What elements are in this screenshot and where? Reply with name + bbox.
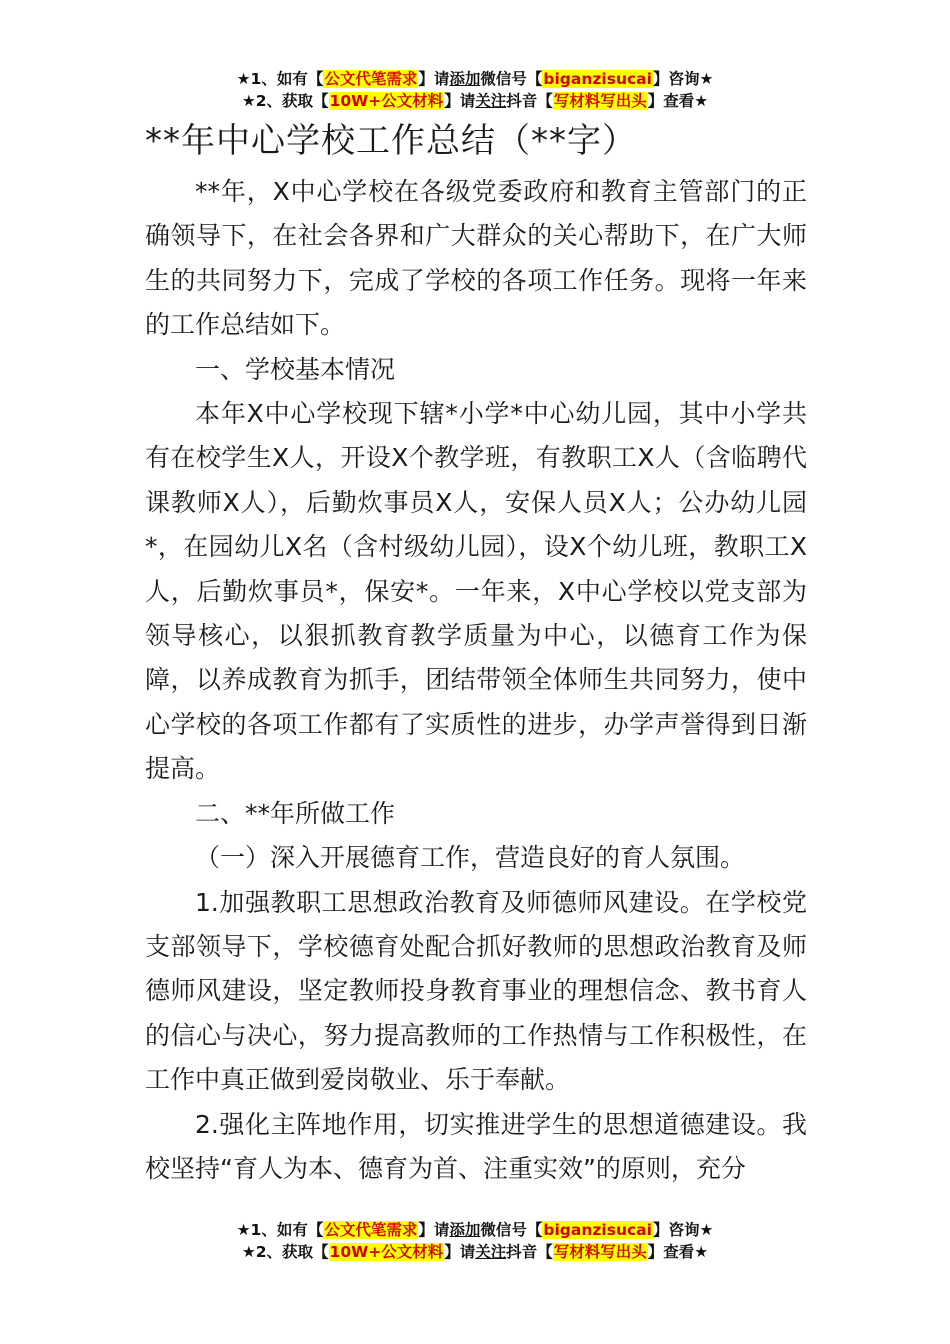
promo-text: 】请 [418, 1221, 450, 1239]
promo-highlight-wechat-id: biganzisucai [543, 70, 652, 88]
promo-line-2 [0, 90, 950, 112]
promo-underlined: 添加 [449, 70, 481, 88]
promo-text: 】查看★ [647, 92, 709, 110]
promo-text: 抖音【 [506, 92, 553, 110]
promo-text: ★1、如有【 [236, 70, 324, 88]
promo-text: 】请 [418, 70, 450, 88]
promo-highlight-douyin: 写材料写出头 [553, 92, 647, 110]
paragraph-intro: **年，X中心学校在各级党委政府和教育主管部门的正确领导下，在社会各界和广大群众的关心帮助下，在广大师生的共同努力下，完成了学校的各项工作任务。现将一年来的工作总结如下。 [145, 177, 807, 340]
promo-highlight: 10W+公文材料 [329, 92, 444, 110]
promo-line-2 [0, 1241, 950, 1263]
promo-underlined: 添加 [449, 1221, 481, 1239]
promo-text: 】咨询★ [652, 70, 714, 88]
promo-line-1 [0, 1219, 950, 1241]
promo-highlight-douyin: 写材料写出头 [553, 1243, 647, 1261]
promo-text: ★1、如有【 [236, 1221, 324, 1239]
document-title: **年中心学校工作总结（**字） [145, 121, 637, 161]
paragraph-item-2: 2.强化主阵地作用，切实推进学生的思想道德建设。我校坚持“育人为本、德育为首、注重实效”的原则，充分 [145, 1109, 807, 1183]
promo-highlight: 公文代笔需求 [324, 1221, 418, 1239]
promo-text: ★2、获取【 [241, 1243, 329, 1261]
section-heading-1: 一、学校基本情况 [195, 354, 396, 384]
promo-banner-top [0, 68, 950, 112]
promo-highlight: 公文代笔需求 [324, 70, 418, 88]
promo-highlight: 10W+公文材料 [329, 1243, 444, 1261]
document-body [145, 112, 807, 1191]
promo-text: ★2、获取【 [241, 92, 329, 110]
subsection-heading-1: （一）深入开展德育工作，营造良好的育人氛围。 [195, 843, 746, 873]
promo-text: 微信号【 [480, 70, 543, 88]
promo-banner-bottom [0, 1219, 950, 1263]
promo-text: 】请 [444, 92, 476, 110]
promo-text: 】咨询★ [652, 1221, 714, 1239]
promo-highlight-wechat-id: biganzisucai [543, 1221, 652, 1239]
section-heading-2: 二、**年所做工作 [195, 798, 396, 828]
promo-text: 】查看★ [647, 1243, 709, 1261]
promo-text: 】请 [444, 1243, 476, 1261]
promo-line-1 [0, 68, 950, 90]
promo-text: 微信号【 [480, 1221, 543, 1239]
promo-text: 抖音【 [506, 1243, 553, 1261]
paragraph-basic-info: 本年X中心学校现下辖*小学*中心幼儿园，其中小学共有在校学生X人，开设X个教学班，有教职工X人（含临聘代课教师X人），后勤炊事员X人，安保人员X人；公办幼儿园*，在园幼儿X名（含村级幼儿园），设X个幼儿班，教职工X人，后勤炊事员*，保安*。一年来，X中心学校以党支部为领导核心，以狠抓教育教学质量为中心，以德育工作为保障，以养成教育为抓手，团结带领全体师生共同努力，使中心学校的各项工作都有了实质性的进步，办学声誉得到日渐提高。 [145, 399, 807, 784]
promo-underlined: 关注 [475, 1243, 507, 1261]
promo-underlined: 关注 [475, 92, 507, 110]
paragraph-item-1: 1.加强教职工思想政治教育及师德师风建设。在学校党支部领导下，学校德育处配合抓好教师的思想政治教育及师德师风建设，坚定教师投身教育事业的理想信念、教书育人的信心与决心，努力提高教师的工作热情与工作积极性，在工作中真正做到爱岗敬业、乐于奉献。 [145, 887, 807, 1095]
